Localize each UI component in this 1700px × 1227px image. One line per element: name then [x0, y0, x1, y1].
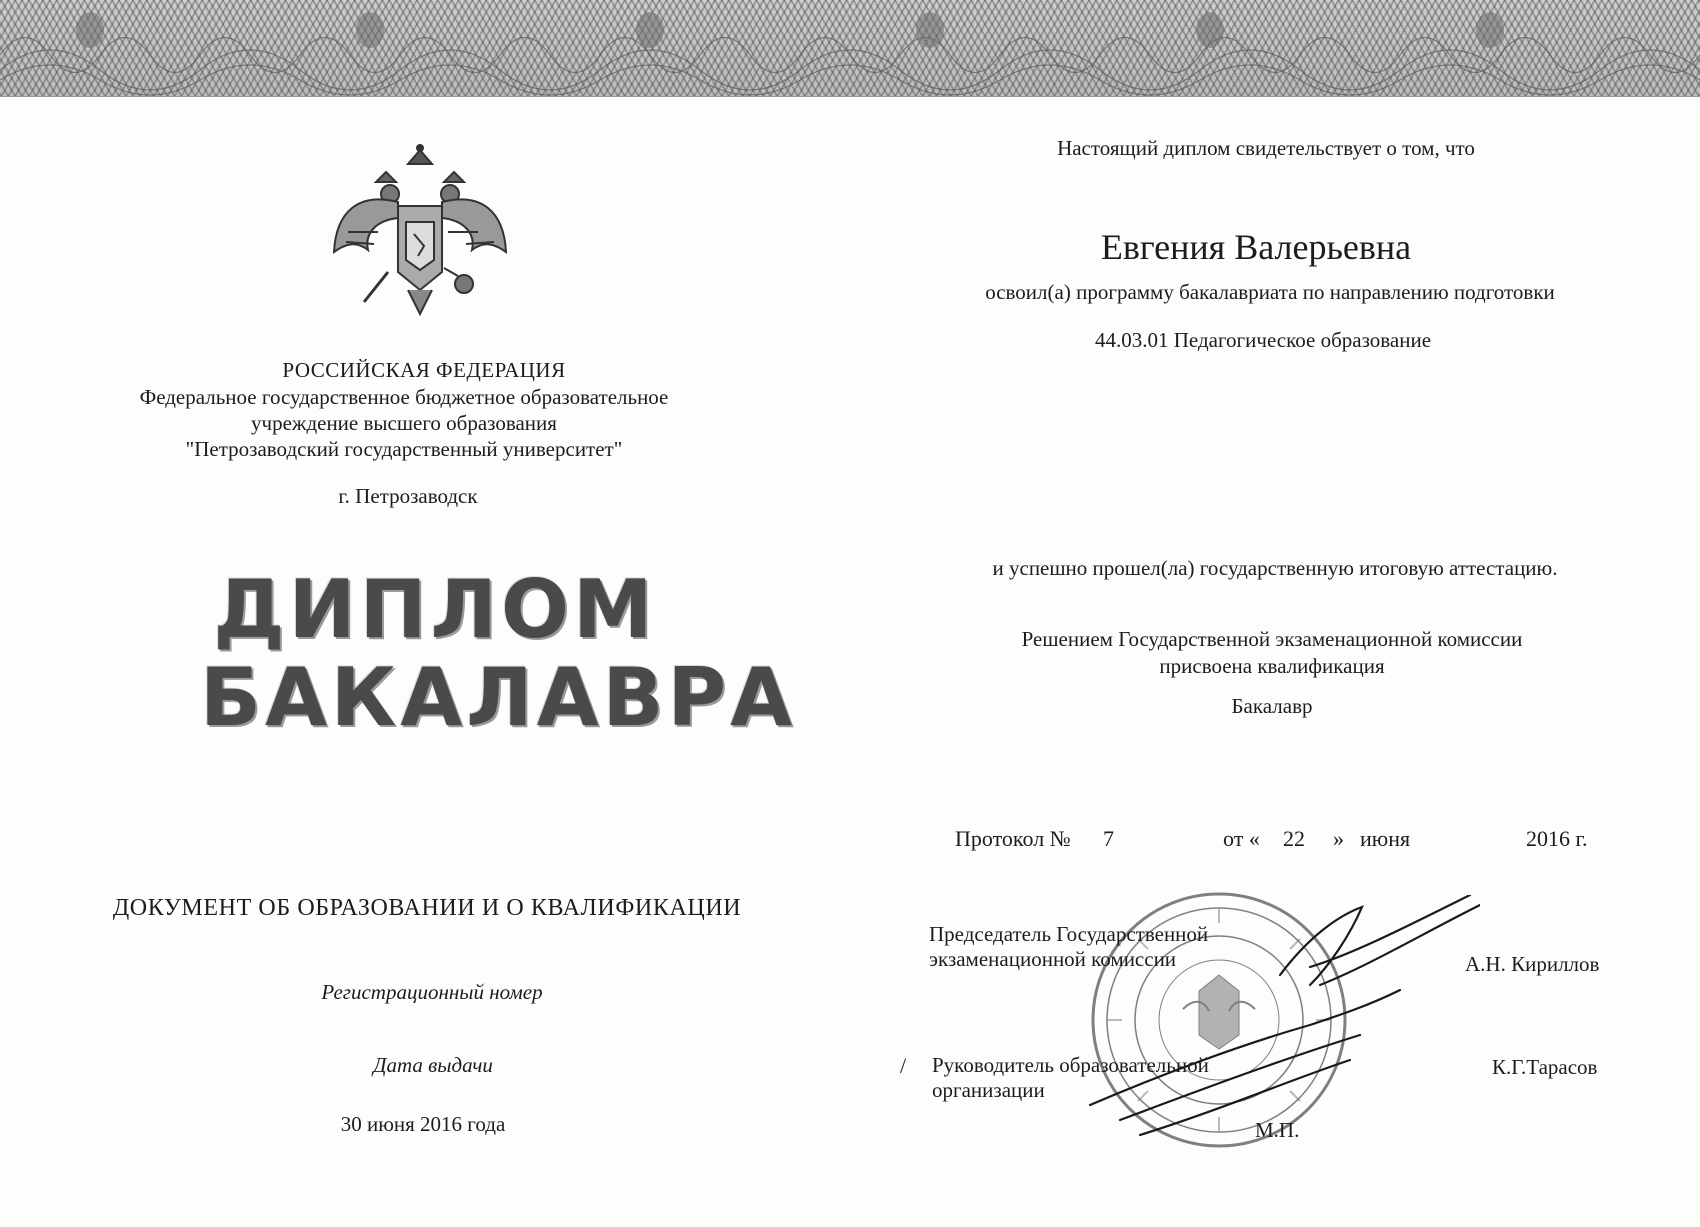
institution-line: учреждение высшего образования — [251, 411, 557, 435]
protocol-year: 2016 г. — [1526, 826, 1588, 851]
institution-line: "Петрозаводский государственный университет" — [185, 437, 623, 461]
issue-date: 30 июня 2016 года — [340, 1112, 506, 1136]
border-ornament — [0, 0, 1700, 96]
qualification: Бакалавр — [1231, 694, 1313, 718]
commission-decision — [1022, 626, 1523, 680]
issue-date-label: Дата выдачи — [373, 1053, 493, 1077]
commission-chair-label: Председатель Государственной экзаменационной комиссии — [929, 922, 1209, 971]
protocol-from-label: от « — [1223, 826, 1260, 851]
protocol-label: Протокол № — [955, 826, 1071, 851]
diploma-title — [200, 563, 797, 744]
document-type: ДОКУМЕНТ ОБ ОБРАЗОВАНИИ И О КВАЛИФИКАЦИИ — [112, 895, 742, 921]
attestation-statement: и успешно прошел(ла) государственную итоговую аттестацию. — [992, 556, 1558, 580]
seal-place-mark: М.П. — [1255, 1118, 1300, 1142]
diploma-title-line: ДИПЛОМ — [213, 563, 657, 656]
commission-chair-name: А.Н. Кириллов — [1465, 952, 1600, 976]
institution-name — [140, 384, 669, 462]
signature-slash: / — [900, 1053, 907, 1078]
decision-line: Решением Государственной экзаменационной комиссии — [1021, 627, 1523, 651]
organization-head-name: К.Г.Тарасов — [1492, 1055, 1598, 1079]
diploma-title-line: БАКАЛАВРА — [200, 651, 797, 744]
protocol-close-quote: » — [1333, 826, 1344, 851]
protocol-month: июня — [1360, 826, 1411, 851]
protocol-day: 22 — [1283, 826, 1305, 851]
organization-head-label: Руководитель образовательной организации — [932, 1053, 1209, 1102]
guilloche-border — [0, 0, 1700, 97]
registration-number-label: Регистрационный номер — [321, 980, 543, 1004]
city-name: г. Петрозаводск — [338, 484, 478, 508]
protocol-number: 7 — [1103, 826, 1114, 851]
institution-line: Федеральное государственное бюджетное образовательное — [139, 385, 669, 409]
country-name: РОССИЙСКАЯ ФЕДЕРАЦИЯ — [282, 358, 566, 382]
double-headed-eagle-icon — [328, 142, 512, 322]
specialty: 44.03.01 Педагогическое образование — [1094, 328, 1432, 352]
protocol-row — [955, 826, 1595, 856]
decision-line: присвоена квалификация — [1159, 654, 1385, 678]
program-statement: освоил(а) программу бакалавриата по направлению подготовки — [985, 280, 1555, 304]
certificate-intro: Настоящий диплом свидетельствует о том, что — [1057, 136, 1475, 160]
holder-name: Евгения Валерьевна — [1100, 227, 1412, 267]
